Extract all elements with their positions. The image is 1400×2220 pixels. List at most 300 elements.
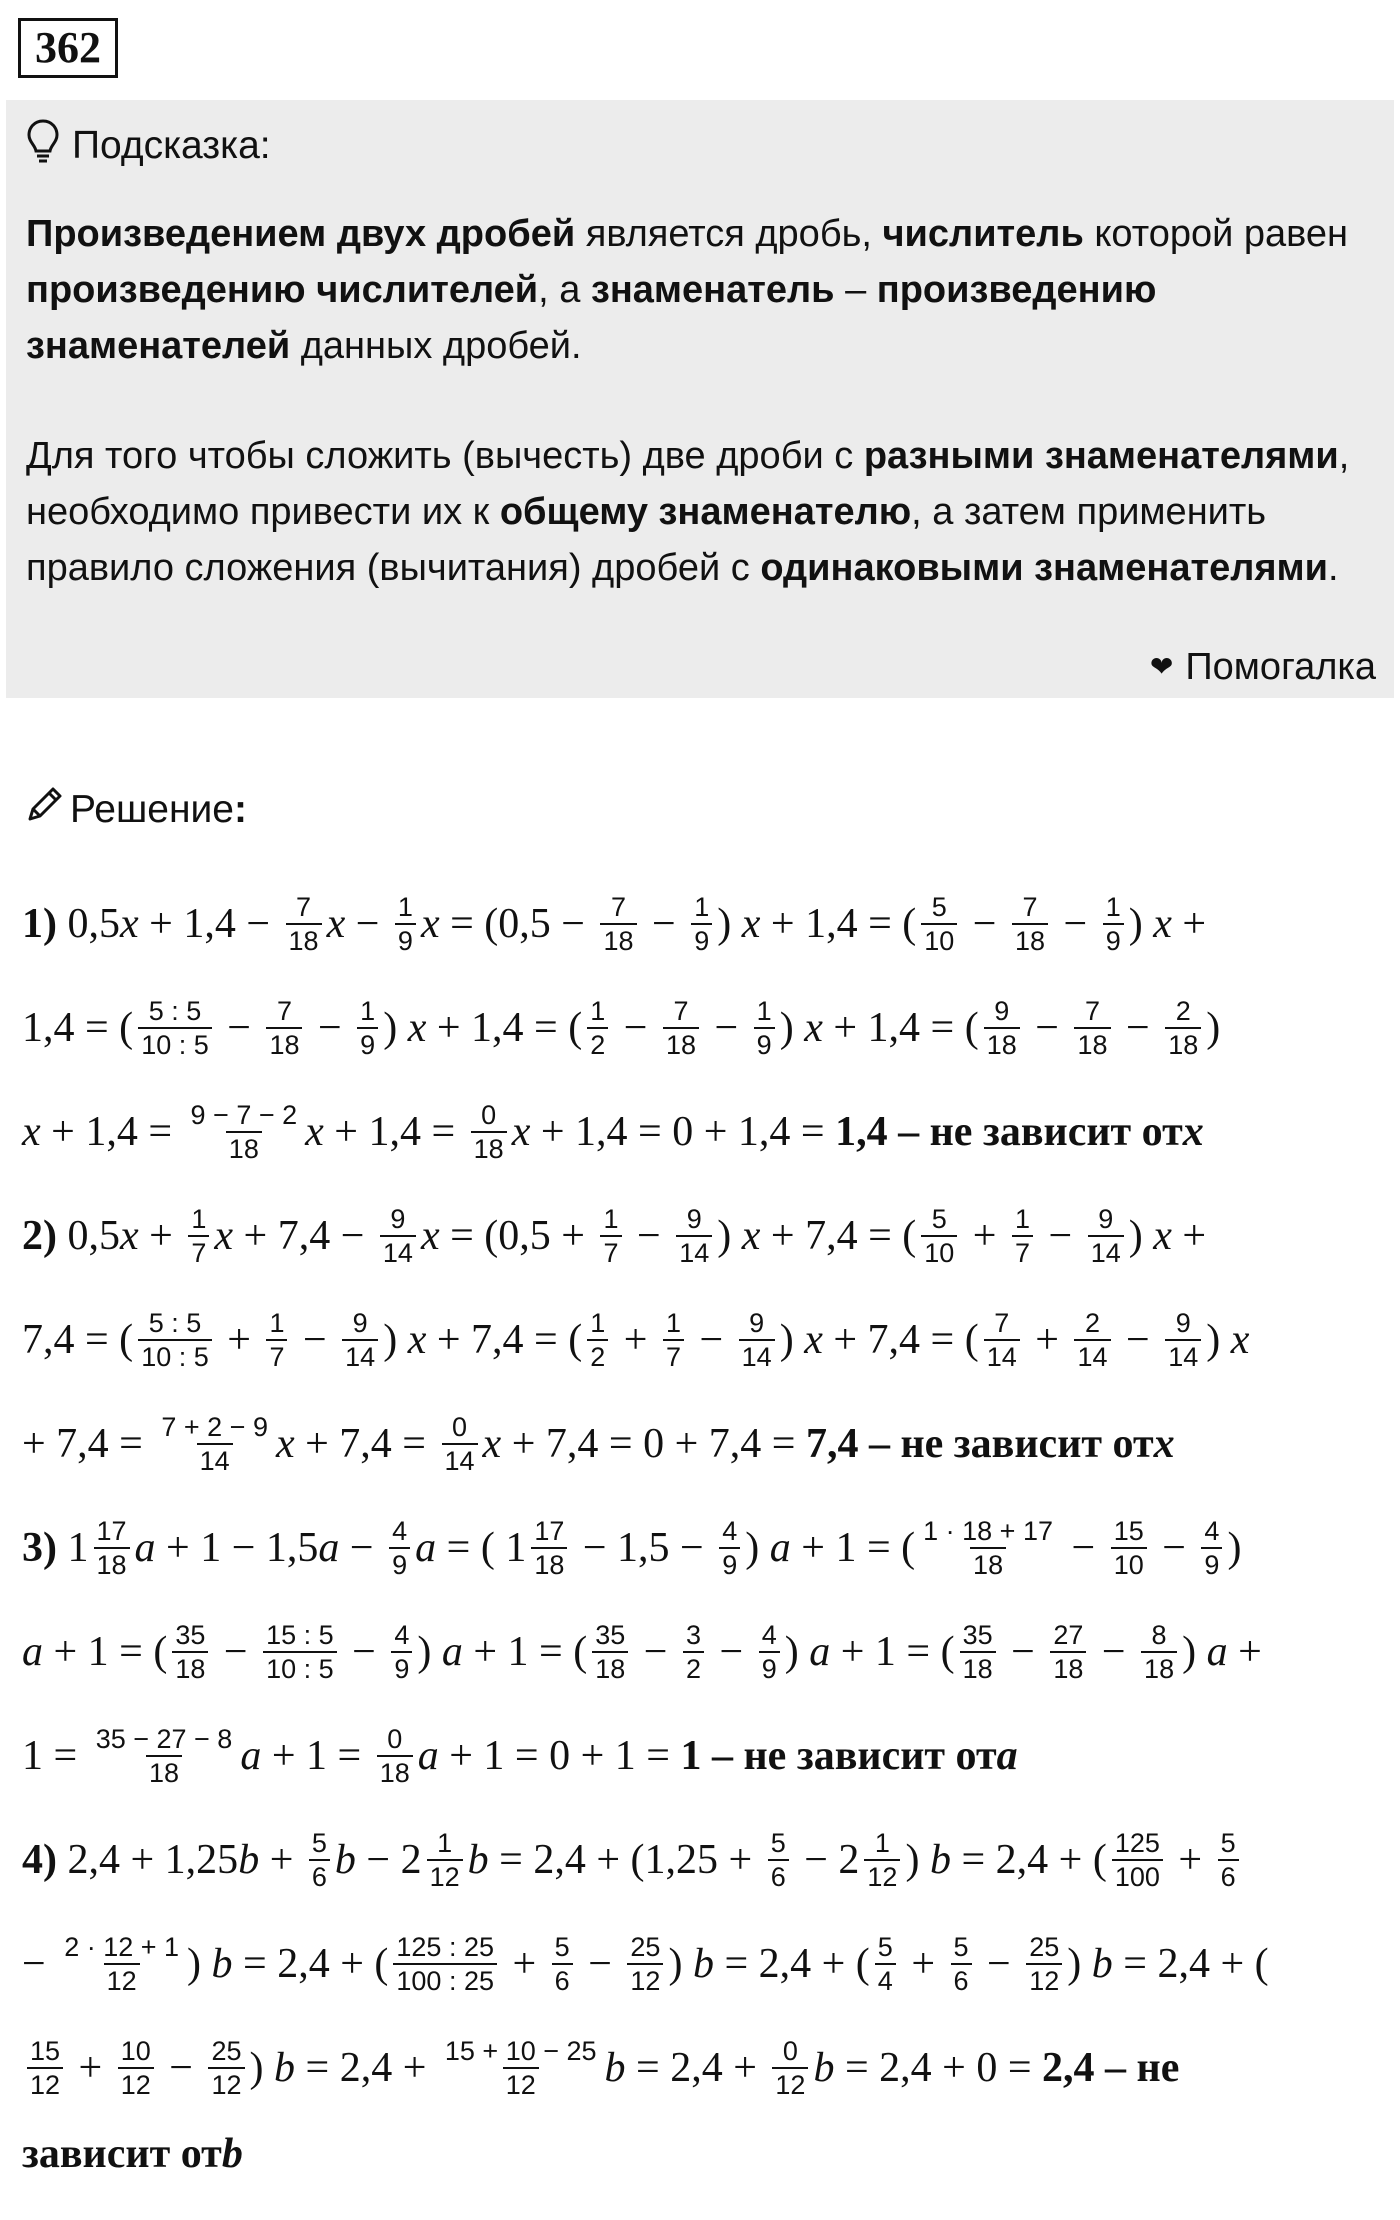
variable: x [275,1421,295,1467]
fraction [739,1307,775,1373]
denominator: 100 [1112,1859,1163,1893]
fraction [380,1203,416,1269]
fraction [1165,1307,1201,1373]
text-run: является дробь, [575,213,883,255]
numerator: 10 [120,2036,151,2066]
fraction [342,1307,378,1373]
numerator: 4 [394,1620,410,1650]
bold-term: Произведением двух дробей [26,213,576,255]
bold-term: разными знаменателями [863,435,1339,477]
fraction [951,1931,972,1997]
numerator: 9 [390,1204,406,1234]
denominator: 12 [427,1859,463,1893]
numerator: 1 [874,1828,890,1858]
fraction [1088,1203,1124,1269]
math-text: − [1115,1317,1161,1363]
variable: x [511,1109,531,1155]
bold-text: 3) [22,1525,57,1571]
fraction [442,2035,600,2101]
variable: x [804,1317,823,1363]
math-text: − [22,1941,57,1987]
fraction [27,2035,63,2101]
numerator: 25 [630,1932,661,1962]
fraction [286,891,322,957]
numerator: 8 [1151,1620,1167,1650]
math-text: + [1171,1213,1207,1259]
denominator: 7 [663,1339,684,1373]
denominator: 18 [1165,1027,1201,1061]
math-text: + 1 − 1,5 [155,1525,319,1571]
solution-line [22,1602,1262,1702]
bold-text: 2) [22,1213,57,1259]
math-text: = 2,4 + [625,2045,768,2091]
denominator: 18 [286,923,322,957]
bold-text: зависит от [22,2131,222,2177]
numerator: 35 [962,1620,993,1650]
numerator: 0 [387,1724,403,1754]
variable: a [22,1629,43,1675]
heart-icon: ❤ [1149,651,1174,682]
hint-paragraph-sum [26,428,1374,596]
hint-paragraph-product [26,206,1374,374]
fraction [1103,891,1124,957]
math-text: + 1 = ( [43,1629,168,1675]
fraction [1141,1619,1177,1685]
math-text: − 1,5 − [572,1525,715,1571]
numerator: 4 [392,1516,408,1546]
solution-line [22,1394,1175,1494]
fraction [1111,1515,1147,1581]
variable: a [417,1733,439,1779]
denominator: 7 [188,1235,209,1269]
fraction [1074,1307,1110,1373]
variable: b [211,1941,233,1987]
bold-text: 2,4 – не [1042,2045,1180,2091]
numerator: 4 [722,1516,738,1546]
denominator: 14 [342,1339,378,1373]
variable: b [692,1941,714,1987]
denominator: 10 [921,923,957,957]
fraction [663,995,699,1061]
math-text: − [339,1525,385,1571]
numerator: 7 [296,892,312,922]
denominator: 2 [587,1339,608,1373]
fraction [471,1099,507,1165]
numerator: 7 [610,892,626,922]
variable-bold: x [1153,1421,1175,1467]
math-text: − [213,1629,259,1675]
fraction [772,2035,808,2101]
math-text: ) [1067,1941,1092,1987]
fraction [921,1203,957,1269]
bold-text: 4) [22,1837,57,1883]
denominator: 10 [1111,1547,1147,1581]
bold-text: 1) [22,901,57,947]
denominator: 12 [864,1859,900,1893]
math-text: − 2 [793,1837,860,1883]
math-text: + 1 = [261,1733,372,1779]
denominator: 10 : 5 [138,1027,212,1061]
text-run: , а [538,269,591,311]
fraction [587,1307,608,1373]
denominator: 18 [1012,923,1048,957]
fraction [391,1619,412,1685]
solution-line [22,1290,1249,1390]
hint-panel [6,100,1394,698]
variable: x [1153,1213,1172,1259]
math-text: − [633,1629,678,1675]
numerator: 9 [749,1308,765,1338]
solution-line [22,1914,1269,2014]
math-text: ) [779,1317,805,1363]
math-text: − [962,901,1007,947]
denominator: 18 [960,1651,996,1685]
fraction [188,1099,301,1165]
denominator: 12 [772,2067,808,2101]
denominator: 12 [503,2067,539,2101]
numerator: 3 [685,1620,701,1650]
math-text: = ( 1 [436,1525,527,1571]
denominator: 18 [1074,1027,1110,1061]
fraction [719,1515,740,1581]
math-text: = 2,4 + 0 = [834,2045,1043,2091]
fraction [1074,995,1110,1061]
fraction [754,995,775,1061]
solution-line [22,978,1220,1078]
numerator: 5 [953,1932,969,1962]
variable: x [214,1213,234,1259]
math-text: + 1 = ( [830,1629,955,1675]
numerator: 17 [96,1516,127,1546]
denominator: 14 [380,1235,416,1269]
math-text: − [1000,1629,1046,1675]
variable: x [22,1109,41,1155]
denominator: 9 [1201,1547,1222,1581]
fraction [1112,1827,1163,1893]
denominator: 14 [442,1443,478,1477]
denominator: 18 [663,1027,699,1061]
math-text: − [641,901,687,947]
math-text: + [962,1213,1007,1259]
denominator: 18 [1141,1651,1177,1685]
denominator: 12 [118,2067,154,2101]
math-text: − [688,1317,734,1363]
math-text: − [976,1941,1022,1987]
denominator: 12 [104,1963,140,1997]
denominator: 18 [471,1131,507,1165]
fraction [960,1619,996,1685]
hint-title: Подсказка: [72,124,271,167]
math-text: ) [1206,1005,1221,1051]
text-run: . [1328,547,1339,589]
math-text: + [900,1941,946,1987]
credit-label: Помогалка [1185,646,1376,688]
variable: b [467,1837,489,1883]
math-text: + 7,4 = [22,1421,154,1467]
math-text: ) [668,1941,693,1987]
numerator: 35 [175,1620,206,1650]
denominator: 18 [531,1547,567,1581]
math-text: − [613,1005,658,1051]
variable: b [813,2045,835,2091]
numerator: 7 [276,996,292,1026]
fraction [93,1723,236,1789]
numerator: 1 [360,996,376,1026]
solution-line [22,1082,1204,1182]
fraction [676,1203,712,1269]
text-run: которой равен [1083,213,1349,255]
solution-line [22,2104,243,2204]
math-text: = 2,4 + ( [232,1941,389,1987]
math-text: = 2,4 + ( [950,1837,1107,1883]
variable: a [769,1525,791,1571]
numerator: 9 [1175,1308,1191,1338]
fraction [395,891,416,957]
bold-term: общему знаменателю [499,491,912,533]
denominator: 18 [1050,1651,1086,1685]
variable: a [318,1525,340,1571]
solution-line [22,1810,1244,1910]
solution-line [22,2018,1179,2118]
math-text: 1 = [22,1733,88,1779]
variable: a [240,1733,262,1779]
denominator: 14 [676,1235,712,1269]
numerator: 15 : 5 [266,1620,334,1650]
numerator: 1 · 18 + 17 [923,1516,1053,1546]
math-text: 1 [57,1525,89,1571]
denominator: 9 [691,923,712,957]
variable: a [1206,1629,1228,1675]
math-text: + 1,4 = [323,1109,466,1155]
pencil-icon [24,785,70,835]
denominator: 9 [719,1547,740,1581]
numerator: 5 [931,1204,947,1234]
numerator: 5 [554,1932,570,1962]
math-text: + [1024,1317,1070,1363]
math-text: − [1115,1005,1161,1051]
variable: b [929,1837,951,1883]
math-text: − [709,1629,754,1675]
denominator: 18 [984,1027,1020,1061]
denominator: 12 [208,2067,244,2101]
fraction [138,1307,212,1373]
denominator: 14 [197,1443,233,1477]
fraction [393,1931,497,1997]
denominator: 14 [739,1339,775,1373]
denominator: 12 [27,2067,63,2101]
numerator: 1 [191,1204,207,1234]
math-text: − [345,901,390,947]
numerator: 9 [686,1204,702,1234]
math-text: + 1,4 − [138,901,281,947]
denominator: 7 [600,1235,621,1269]
math-text: + [1167,1837,1213,1883]
variable: x [326,901,346,947]
denominator: 9 [395,923,416,957]
denominator: 4 [875,1963,896,1997]
math-text: + [613,1317,658,1363]
math-text: − [1053,901,1098,947]
fraction [357,995,378,1061]
numerator: 4 [1204,1516,1220,1546]
denominator: 18 [592,1651,628,1685]
denominator: 10 : 5 [263,1651,337,1685]
fraction [663,1307,684,1373]
numerator: 1 [603,1204,619,1234]
numerator: 5 [770,1828,786,1858]
math-text: 7,4 = ( [22,1317,134,1363]
solution-line [22,1706,1018,1806]
denominator: 6 [1218,1859,1239,1893]
math-text: ) [784,1629,810,1675]
numerator: 7 [994,1308,1010,1338]
denominator: 12 [1026,1963,1062,1997]
numerator: 0 [452,1412,468,1442]
math-text: − [292,1317,338,1363]
variable: x [482,1421,502,1467]
bold-text: 1,4 – не зависит от [835,1109,1183,1155]
fraction [1201,1515,1222,1581]
math-text: − [1061,1525,1106,1571]
denominator: 9 [391,1651,412,1685]
denominator: 6 [951,1963,972,1997]
bold-term: числитель [882,213,1084,255]
math-text: + 1,4 = ( [760,901,917,947]
fraction [1165,995,1201,1061]
numerator: 1 [269,1308,285,1338]
numerator: 1 [1014,1204,1031,1234]
math-text: + [68,2045,113,2091]
denominator: 18 [266,1027,302,1061]
denominator: 9 [754,1027,775,1061]
variable: a [441,1629,463,1675]
math-text: ) [1227,1525,1242,1571]
solution-header [24,782,247,838]
math-text: + 1,4 = [40,1109,183,1155]
denominator: 9 [1103,923,1124,957]
math-text: + [1171,901,1207,947]
denominator: 9 [389,1547,410,1581]
numerator: 5 [1220,1828,1236,1858]
fraction [587,995,608,1061]
numerator: 125 [1114,1828,1160,1858]
numerator: 15 [1113,1516,1144,1546]
math-text: ) [1128,901,1154,947]
numerator: 5 : 5 [148,1308,202,1338]
numerator: 9 − 7 − 2 [190,1100,298,1130]
numerator: 5 : 5 [148,996,202,1026]
denominator: 18 [172,1651,208,1685]
fraction [158,1411,271,1477]
variable: x [741,901,761,947]
denominator: 2 [587,1027,608,1061]
denominator: 7 [1012,1235,1033,1269]
fraction [1026,1931,1062,1997]
numerator: 7 + 2 − 9 [161,1412,268,1442]
fraction [309,1827,330,1893]
variable-bold: x [1182,1109,1204,1155]
variable: b [274,2045,296,2091]
numerator: 15 [30,2036,61,2066]
math-text: + 7,4 − [233,1213,375,1259]
numerator: 1 [437,1828,453,1858]
denominator: 9 [759,1651,780,1685]
fraction [984,1307,1020,1373]
numerator: 2 [1175,996,1191,1026]
numerator: 5 [877,1932,893,1962]
bold-text: 7,4 – не зависит от [805,1421,1154,1467]
denominator: 6 [552,1963,573,1997]
fraction [377,1723,413,1789]
bold-text: 1 – не зависит от [680,1733,997,1779]
variable: x [120,901,139,947]
credit [1150,642,1376,692]
numerator: 1 [756,996,772,1026]
numerator: 5 [311,1828,327,1858]
fraction [759,1619,780,1685]
numerator: 2 · 12 + 1 [64,1932,180,1962]
variable: b [238,1837,260,1883]
fraction [188,1203,209,1269]
math-text: = 2,4 + [295,2045,437,2091]
denominator: 10 [921,1235,957,1269]
lightbulb-icon [26,118,72,174]
math-text: ) [383,1317,408,1363]
math-text: 1,4 = ( [22,1005,134,1051]
math-text: + 1 = ( [790,1525,916,1571]
math-text: − [1024,1005,1070,1051]
math-text: + 7,4 = ( [760,1213,917,1259]
numerator: 0 [782,2036,798,2066]
variable-bold: a [996,1733,1018,1779]
numerator: 35 [595,1620,626,1650]
numerator: 7 [1022,892,1038,922]
math-text: + 7,4 = ( [426,1317,583,1363]
denominator: 14 [984,1339,1020,1373]
math-text: ) [717,901,742,947]
fraction [921,891,957,957]
fraction [94,1515,130,1581]
math-text: 2,4 + 1,25 [57,1837,239,1883]
fraction [1050,1619,1086,1685]
fraction [683,1619,704,1685]
variable: x [1230,1317,1250,1363]
denominator: 6 [309,1859,330,1893]
math-text: = (0,5 + [439,1213,596,1259]
text-run: данных дробей. [290,325,582,367]
fraction [266,995,302,1061]
fraction [1012,891,1048,957]
variable: b [604,2045,626,2091]
variable: b [1091,1941,1113,1987]
denominator: 10 : 5 [138,1339,212,1373]
math-text: + [501,1941,547,1987]
solution-line [22,1498,1241,1598]
fraction [118,2035,154,2101]
numerator: 1 [590,996,606,1026]
variable: x [420,1213,440,1259]
fraction [552,1931,573,1997]
numerator: 5 [931,892,947,922]
hint-header [26,116,1374,176]
math-text: − [577,1941,623,1987]
math-text: − [1091,1629,1137,1675]
numerator: 35 − 27 − 8 [95,1724,233,1754]
numerator: 25 [1029,1932,1060,1962]
numerator: 17 [534,1516,565,1546]
fraction [442,1411,478,1477]
math-text: ) [383,1005,408,1051]
